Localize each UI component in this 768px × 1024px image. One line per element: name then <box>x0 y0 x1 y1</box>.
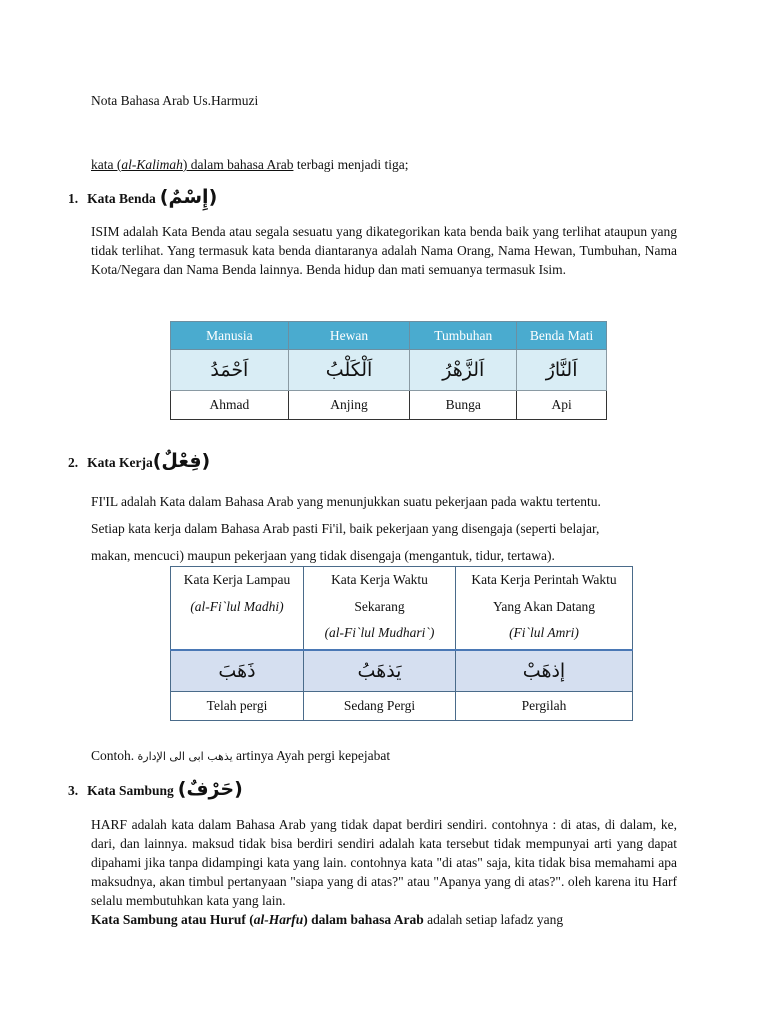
section-arabic-title: (فِعْلٌ) <box>152 450 211 472</box>
document-header: Nota Bahasa Arab Us.Harmuzi <box>91 93 259 108</box>
arabic-cell: اَلنَّارُ <box>517 350 607 391</box>
section-number: 3. <box>68 783 79 798</box>
section-1-heading <box>68 186 217 208</box>
latin-cell: Ahmad <box>171 391 289 420</box>
example-line <box>91 748 390 764</box>
example-arabic: يذهب ابى الى الإدارة <box>137 750 233 763</box>
section-number: 1. <box>68 191 79 206</box>
section-3-paragraph: HARF adalah kata dalam Bahasa Arab yang tidak dapat berdiri sendiri. contohnya : di atas, di dalam, ke, dari, dan lainnya. maksud tidak bisa berdiri sendiri adalah kata tersebut tidak mempunyai arti yang dapat dipahami jika tanpa didampingi kata yang lain. contohnya kata "di atas" saja, kita tidak bisa memahami apa maksudnya, akan timbul pertanyaan "siapa yang di atas?" atau "Apanya yang di atas?". oleh karena itu Harf selalu membutuhkan kata yang lain. Kata Sambung atau Huruf (al-Harfu) dalam bahasa Arab adalah setiap lafadz yang <box>91 817 677 927</box>
table-header: Hewan <box>288 322 410 350</box>
example-label: Contoh. <box>91 748 135 763</box>
section-arabic-title: (حَرْفٌ) <box>177 778 243 800</box>
arabic-cell: اَلزَّهْرُ <box>410 350 517 391</box>
verb-examples-table <box>170 566 633 721</box>
section-2-paragraph: FI'IL adalah Kata dalam Bahasa Arab yang menunjukkan suatu pekerjaan pada waktu tertentu. Setiap kata kerja dalam Bahasa Arab pasti Fi'il, baik pekerjaan yang disengaja (seperti belajar, makan, mencuci) maupun pekerjaan yang tidak disengaja (mengantuk, tidur, tertawa). <box>91 494 601 563</box>
section-2-heading <box>68 450 210 472</box>
table-header: Benda Mati <box>517 322 607 350</box>
noun-examples-table <box>170 321 607 420</box>
intro-underlined: kata (al-Kalimah) dalam bahasa Arab <box>91 157 294 172</box>
section-title: Kata Benda <box>87 191 156 206</box>
arabic-cell: يَذهَبُ <box>304 650 456 692</box>
latin-cell: Telah pergi <box>171 692 304 721</box>
latin-cell: Sedang Pergi <box>304 692 456 721</box>
table-header: Manusia <box>171 322 289 350</box>
table-header: Kata Kerja Lampau (al-Fi`lul Madhi) <box>171 567 304 651</box>
section-title: Kata Kerja <box>87 455 153 470</box>
latin-cell: Bunga <box>410 391 517 420</box>
table-header: Kata Kerja Perintah Waktu Yang Akan Datang (Fi`lul Amri) <box>456 567 633 651</box>
section-number: 2. <box>68 455 79 470</box>
latin-cell: Anjing <box>288 391 410 420</box>
table-header: Tumbuhan <box>410 322 517 350</box>
section-3-heading <box>68 778 243 800</box>
latin-cell: Pergilah <box>456 692 633 721</box>
section-arabic-title: (إِسْمٌ) <box>159 186 218 208</box>
intro-rest: terbagi menjadi tiga; <box>293 157 409 172</box>
intro-line <box>91 157 409 173</box>
example-translation: artinya Ayah pergi kepejabat <box>236 748 391 763</box>
arabic-cell: إذهَبْ <box>456 650 633 692</box>
section-title: Kata Sambung <box>87 783 174 798</box>
arabic-cell: اَحْمَدُ <box>171 350 289 391</box>
table-header: Kata Kerja Waktu Sekarang (al-Fi`lul Mudhari`) <box>304 567 456 651</box>
arabic-cell: اَلْكَلْبُ <box>288 350 410 391</box>
section-1-paragraph: ISIM adalah Kata Benda atau segala sesuatu yang dikategorikan kata benda baik yang terlihat ataupun yang tidak terlihat. Yang termasuk kata benda diantaranya adalah Nama Orang, Nama Hewan, Tumbuhan, Nama Kota/Negara dan Nama Benda lainnya. Benda hidup dan mati semuanya termasuk Isim. <box>91 224 677 277</box>
latin-cell: Api <box>517 391 607 420</box>
arabic-cell: ذَهَبَ <box>171 650 304 692</box>
